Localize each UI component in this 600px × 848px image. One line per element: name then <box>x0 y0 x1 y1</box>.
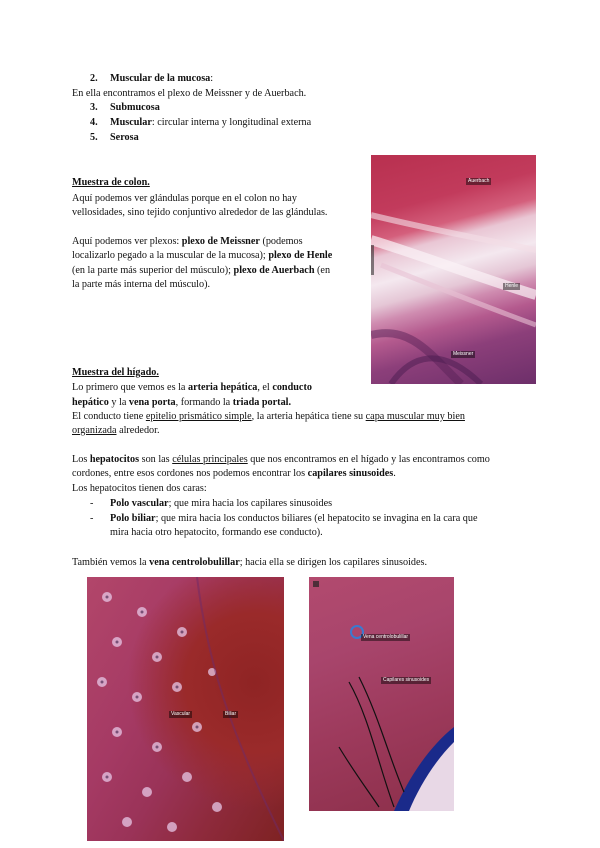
muscular-mucosa-description: En ella encontramos el plexo de Meissner y de Auerbach. <box>72 88 307 99</box>
central-vein-line: También vemos la vena centrolobulillar; hacia ella se dirigen los capilares sinusoides. <box>72 557 428 568</box>
colon-plexus-line: Aquí podemos ver plexos: plexo de Meissner (podemos <box>72 236 303 247</box>
auerbach-label: Auerbach <box>468 178 490 184</box>
liver-line: Lo primero que vemos es la arteria hepática, el conducto <box>72 382 312 393</box>
colon-plexus-line: localizarlo pegado a la muscular de la mucosa); plexo de Henle <box>72 250 333 261</box>
liver-line: hepático y la vena porta, formando la triada portal. <box>72 397 292 408</box>
hepatocyte-line: Los hepatocitos son las células principales que nos encontramos en el hígado y las encontramos como <box>72 454 490 465</box>
central-vein-label: Vena centrolobulillar <box>363 634 409 640</box>
colon-tissue-texture <box>371 155 536 384</box>
colon-plexus-line: (en la parte más superior del músculo); plexo de Auerbach (en <box>72 265 331 276</box>
hepatocyte-line: cordones, entre esos cordones nos podemos encontrar los capilares sinusoides. <box>72 468 396 479</box>
hepatocyte-line: Los hepatocitos tienen dos caras: <box>72 483 207 494</box>
liver-tissue-texture <box>309 577 454 811</box>
colon-heading: Muestra de colon. <box>72 177 150 188</box>
list-item-title: Muscular de la mucosa <box>110 73 211 84</box>
biliar-label: Biliar <box>225 711 237 717</box>
liver-line: organizada alrededor. <box>72 425 160 436</box>
central-vein-micrograph <box>309 577 454 811</box>
colon-paragraph-line: Aquí podemos ver glándulas porque en el colon no hay <box>72 193 297 204</box>
list-number: 2. <box>90 73 98 84</box>
vascular-label: Vascular <box>171 711 191 717</box>
colon-micrograph <box>371 155 536 384</box>
sinusoid-capillaries-label: Capilares sinusoides <box>383 677 430 683</box>
colon-plexus-line: la parte más interna del músculo). <box>72 279 211 290</box>
hepatocytes-micrograph <box>87 577 284 841</box>
meissner-label: Meissner <box>453 351 474 357</box>
colon-paragraph-line: vellosidades, sino tejido conjuntivo alrededor de las glándulas. <box>72 207 328 218</box>
liver-heading: Muestra del hígado. <box>72 367 159 378</box>
liver-line: El conducto tiene epitelio prismático simple, la arteria hepática tiene su capa muscular muy bien <box>72 411 465 422</box>
henle-label: Henle <box>505 283 519 289</box>
hepatocyte-texture <box>87 577 284 841</box>
